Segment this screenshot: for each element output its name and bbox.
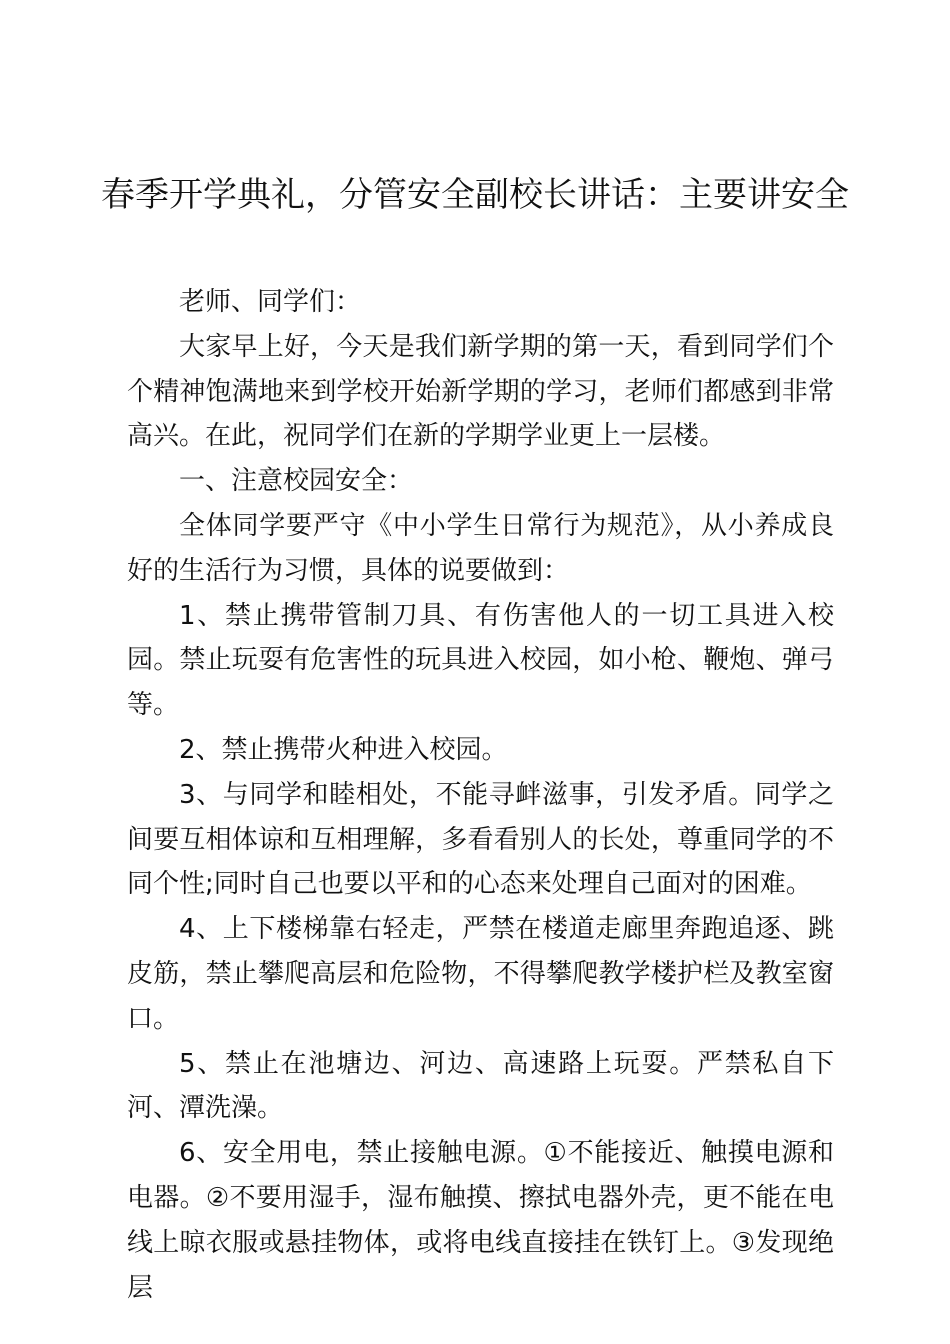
rule-item: 3、与同学和睦相处，不能寻衅滋事，引发矛盾。同学之间要互相体谅和互相理解，多看看别人的长处，尊重同学的不同个性;同时自己也要以平和的心态来处理自己面对的困难。	[127, 779, 834, 900]
paragraph: 大家早上好，今天是我们新学期的第一天，看到同学们个个精神饱满地来到学校开始新学期的学习，老师们都感到非常高兴。在此，祝同学们在新的学期学业更上一层楼。	[127, 331, 834, 452]
rule-item: 2、禁止携带火种进入校园。	[179, 734, 508, 765]
salutation: 老师、同学们：	[179, 287, 362, 317]
rule-item: 5、禁止在池塘边、河边、高速路上玩耍。严禁私自下河、潭洗澡。	[127, 1048, 834, 1124]
rule-item: 4、上下楼梯靠右轻走，严禁在楼道走廊里奔跑追逐、跳皮筋，禁止攀爬高层和危险物，不得攀爬教学楼护栏及教室窗口。	[127, 914, 834, 1034]
rule-item: 6、安全用电，禁止接触电源。①不能接近、触摸电源和电器。②不要用湿手，湿布触摸、擦拭电器外壳，更不能在电线上晾衣服或悬挂物体，或将电线直接挂在铁钉上。③发现绝层	[127, 1138, 834, 1303]
paragraph: 全体同学要严守《中小学生日常行为规范》，从小养成良好的生活行为习惯，具体的说要做到：	[127, 510, 834, 586]
section-heading: 一、注意校园安全：	[179, 466, 414, 497]
rule-item: 1、禁止携带管制刀具、有伤害他人的一切工具进入校园。禁止玩耍有危害性的玩具进入校园，如小枪、鞭炮、弹弓等。	[127, 600, 834, 721]
document-title: 春季开学典礼，分管安全副校长讲话：主要讲安全	[101, 175, 849, 215]
document-body	[127, 280, 834, 1310]
